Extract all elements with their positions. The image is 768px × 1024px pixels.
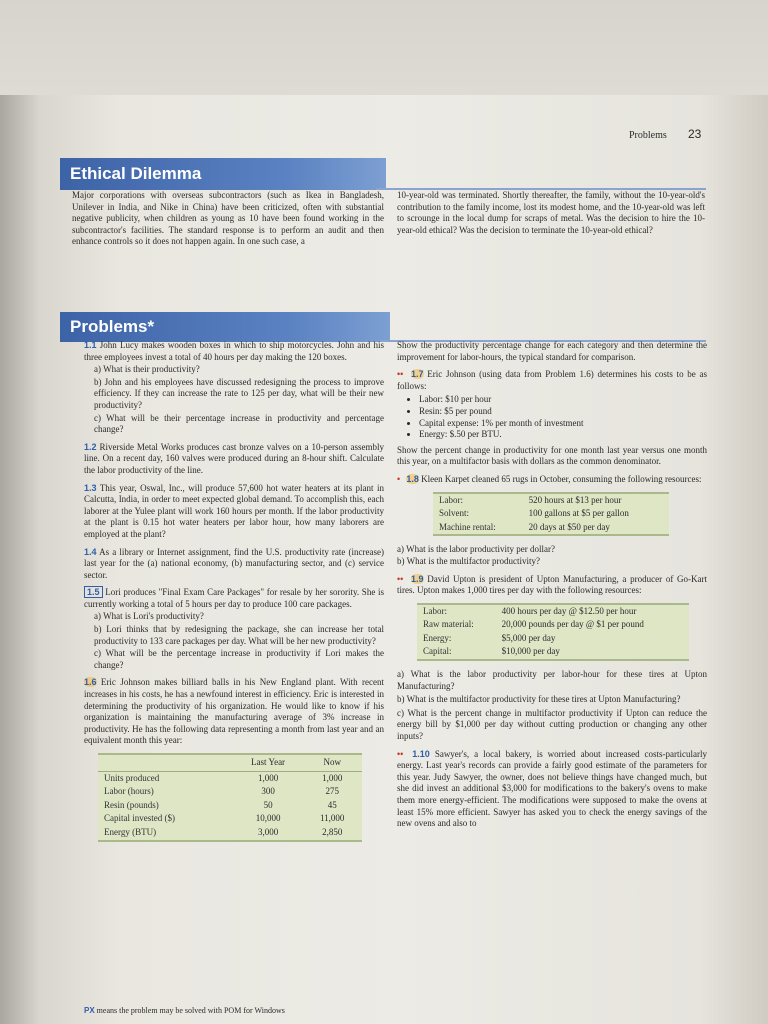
problem-1-1 — [84, 340, 384, 363]
cell: 100 gallons at $5 per gallon — [528, 508, 629, 519]
list-item: • Labor: $10 per hour — [419, 394, 707, 406]
cell: 1,000 — [322, 772, 343, 783]
subquestion-a: a) What is the labor productivity per labor-hour for these tires at Upton Manufacturing? — [397, 669, 707, 691]
column-header: Now — [302, 754, 362, 771]
resource-table — [417, 603, 689, 661]
problem-number: 1.2 — [84, 441, 97, 452]
subquestion-c: c) What will be their percentage increase in productivity and percentage change? — [94, 412, 384, 435]
table-row — [417, 645, 689, 660]
cell: 520 hours at $13 per hour — [528, 494, 622, 505]
cell: 400 hours per day @ $12.50 per hour — [501, 605, 637, 616]
problem-number: 1.6 — [84, 677, 97, 688]
difficulty-dots: •• — [397, 369, 404, 380]
list-item: • Resin: $5 per pound — [419, 406, 707, 418]
problem-1-6 — [84, 677, 384, 747]
problem-number: 1.4 — [84, 546, 97, 557]
problem-text: Riverside Metal Works produces cast bronze valves on a 10-person assembly line. On a recent day, 160 valves were produced during an 8-hour shift. Calculate the labor productivity of the line. — [84, 441, 384, 475]
problem-1-3 — [84, 483, 384, 541]
page-top-margin — [0, 0, 768, 95]
table-row — [433, 507, 669, 521]
ethics-left-column — [72, 190, 384, 254]
problem-number: 1.10 — [412, 748, 430, 759]
problems-title: Problems* — [70, 317, 155, 336]
column-header: Last Year — [234, 754, 303, 771]
page-number: 23 — [688, 127, 702, 141]
problem-text: As a library or Internet assignment, find the U.S. productivity rate (increase) last year for the (a) national economy, (b) manufacturing sector, and (c) service sector. — [84, 546, 384, 580]
problem-text: Eric Johnson makes billiard balls in his New England plant. With recent increases in his costs, he has a newfound interest in efficiency. Eric is interested in determining the productivity of his organization. He would like to know if his organization is maintaining the manufacturing average of 3% increase in productivity. He has the following data representing a month from last year and an equivalent month this year: — [84, 677, 385, 746]
table-row — [433, 493, 669, 508]
table-row — [98, 785, 362, 799]
row-label: Machine rental: — [439, 521, 496, 532]
subquestion-c: c) What is the percent change in multifactor productivity if Upton can reduce the energy bill by $1,000 per day without cutting production or changing any other inputs? — [397, 707, 707, 742]
problem-1-10 — [397, 749, 707, 830]
problem-text: Eric Johnson (using data from Problem 1.6) determines his costs to be as follows: — [397, 369, 708, 391]
problem-text: Sawyer's, a local bakery, is worried about increased costs-particularly energy. Last year's records can provide a fairly good estimate of the parameters for this year. Judy Sawyer, the owner, does not believe things have changed much, but she did invest an additional $3,000 for modifications to the bakery's ovens to make them more energy-efficient. The modifications were supposed to make the ovens at least 15% more efficient. Sawyer has asked you to check the energy savings of the new ovens and also to — [397, 748, 708, 829]
problems-right-column — [397, 340, 707, 836]
row-label: Solvent: — [439, 508, 470, 519]
table-row — [98, 771, 362, 785]
footnote-text: means the problem may be solved with POM for Windows — [96, 1006, 285, 1015]
difficulty-dots: •• — [397, 573, 404, 584]
ethics-text-left: Major corporations with overseas subcontractors (such as Ikea in Bangladesh, Unilever in India, and Nike in China) have been criticized, often with substantial negative publicity, when children as young as 10 have been found working in the subcontractor's facilities. The standard response is to perform an audit and then enhance controls so it does not happen again. In one such case, a — [72, 190, 384, 247]
table-row — [98, 812, 362, 826]
table-row — [98, 799, 362, 813]
row-label: Labor (hours) — [104, 786, 154, 797]
table-row — [433, 521, 669, 536]
ethical-dilemma-title: Ethical Dilemma — [70, 164, 202, 183]
table-row — [98, 826, 362, 841]
problem-1-9 — [397, 574, 707, 597]
subquestion-c: c) What will be the percentage increase in productivity if Lori makes the change? — [94, 648, 384, 670]
cell: 1,000 — [257, 772, 279, 783]
table-row — [417, 618, 689, 632]
problem-1-7 — [397, 369, 707, 392]
ethics-text-right: 10-year-old was terminated. Shortly thereafter, the family, without the 10-year-old's contribution to the family income, lost its modest home, and the 10-year-old was left to scrounge in the local dump for scraps of metal. Was the decision to hire the 10-year-old ethical? Was the decision to terminate the 10-year-old ethical? — [397, 190, 705, 235]
problem-number: 1.8 — [406, 473, 419, 484]
cell: 300 — [261, 786, 275, 797]
column-header — [98, 754, 234, 771]
subquestion-b: b) What is the multifactor productivity? — [397, 555, 541, 566]
table-row — [417, 632, 689, 646]
difficulty-dots: •• — [397, 748, 404, 759]
problem-text: Kleen Karpet cleaned 65 rugs in October, consuming the following resources: — [421, 473, 702, 484]
problem-number: 1.1 — [84, 340, 97, 350]
problem-number: 1.7 — [411, 369, 424, 380]
cell: 50 — [263, 799, 273, 810]
cell: 11,000 — [319, 813, 345, 824]
row-label: Labor: — [439, 494, 463, 505]
pom-badge-icon: PX — [84, 1006, 95, 1015]
cell: 10,000 — [255, 813, 281, 824]
difficulty-dots: • — [397, 473, 401, 484]
subquestion-b: b) What is the multifactor productivity for these tires at Upton Manufacturing? — [397, 694, 681, 705]
row-label: Raw material: — [423, 619, 474, 630]
subquestion-b: b) Lori thinks that by redesigning the package, she can increase her total productivity to 133 care packages per day. What will be her new productivity? — [94, 624, 384, 646]
problem-1-4 — [84, 547, 384, 582]
problem-1-6-continued: Show the productivity percentage change for each category and then determine the improvement for labor-hours, the typical standard for comparison. — [397, 340, 707, 362]
row-label: Capital invested ($) — [104, 813, 175, 824]
problem-1-5 — [84, 587, 384, 610]
cell: $10,000 per day — [501, 646, 560, 657]
problem-number: 1.9 — [411, 573, 424, 584]
row-label: Energy: — [423, 632, 452, 643]
resource-table — [433, 492, 669, 537]
cell: $5,000 per day — [501, 632, 556, 643]
running-header: Problems — [629, 130, 667, 141]
row-label: Resin (pounds) — [104, 799, 159, 810]
problem-text: This year, Oswal, Inc., will produce 57,600 hot water heaters at its plant in Calcutta, India, in order to meet expected global demand. To accomplish this, each laborer at the Yulee plant will work 160 hours per month. If the labor productivity at the plant is 0.15 hot water heaters per labor hour, how many laborers are employed at the plant? — [84, 482, 384, 539]
ethical-dilemma-banner — [60, 158, 386, 190]
table-header-row — [98, 754, 362, 771]
subquestion-a: a) What is the labor productivity per dollar? — [397, 544, 556, 555]
problem-text: John Lucy makes wooden boxes in which to ship motorcycles. John and his three employees invest a total of 40 hours per day making the 120 boxes. — [84, 340, 384, 362]
list-item: • Capital expense: 1% per month of investment — [419, 418, 707, 430]
cell: 20 days at $50 per day — [528, 521, 610, 532]
problems-banner — [60, 312, 390, 342]
problem-number: 1.5 — [84, 586, 103, 598]
cost-list — [397, 394, 707, 440]
problem-text: David Upton is president of Upton Manufacturing, a producer of Go-Kart tires. Upton makes 1,000 tires per day with the following resources: — [397, 573, 708, 596]
productivity-comparison-table — [98, 753, 362, 842]
table-row — [417, 604, 689, 619]
footnote — [84, 1006, 384, 1015]
row-label: Labor: — [423, 605, 447, 616]
row-label: Energy (BTU) — [104, 826, 157, 837]
problem-text: Show the percent change in productivity for one month last year versus one month this year, on a multifactor basis with dollars as the common denominator. — [397, 444, 707, 467]
cell: 275 — [325, 786, 339, 797]
problem-text: Lori produces "Final Exam Care Packages" for resale by her sorority. She is currently working a total of 5 hours per day to produce 100 care packages. — [84, 587, 385, 609]
subquestion-b: b) John and his employees have discussed redesigning the process to improve efficiency. If they can increase the rate to 125 per day, what will be their new productivity? — [94, 376, 384, 410]
problem-number: 1.3 — [84, 482, 97, 493]
cell: 45 — [327, 799, 337, 810]
problem-1-2 — [84, 442, 384, 477]
row-label: Units produced — [104, 772, 160, 783]
problem-1-8 — [397, 474, 707, 486]
subquestion-a: a) What is their productivity? — [94, 364, 200, 375]
cell: 3,000 — [257, 826, 279, 837]
problems-left-column — [84, 340, 384, 842]
cell: 20,000 pounds per day @ $1 per pound — [501, 619, 644, 630]
list-item: • Energy: $.50 per BTU. — [419, 429, 707, 441]
ethics-right-column — [397, 190, 705, 242]
subquestion-a: a) What is Lori's productivity? — [94, 611, 204, 622]
row-label: Capital: — [423, 646, 452, 657]
cell: 2,850 — [322, 826, 343, 837]
